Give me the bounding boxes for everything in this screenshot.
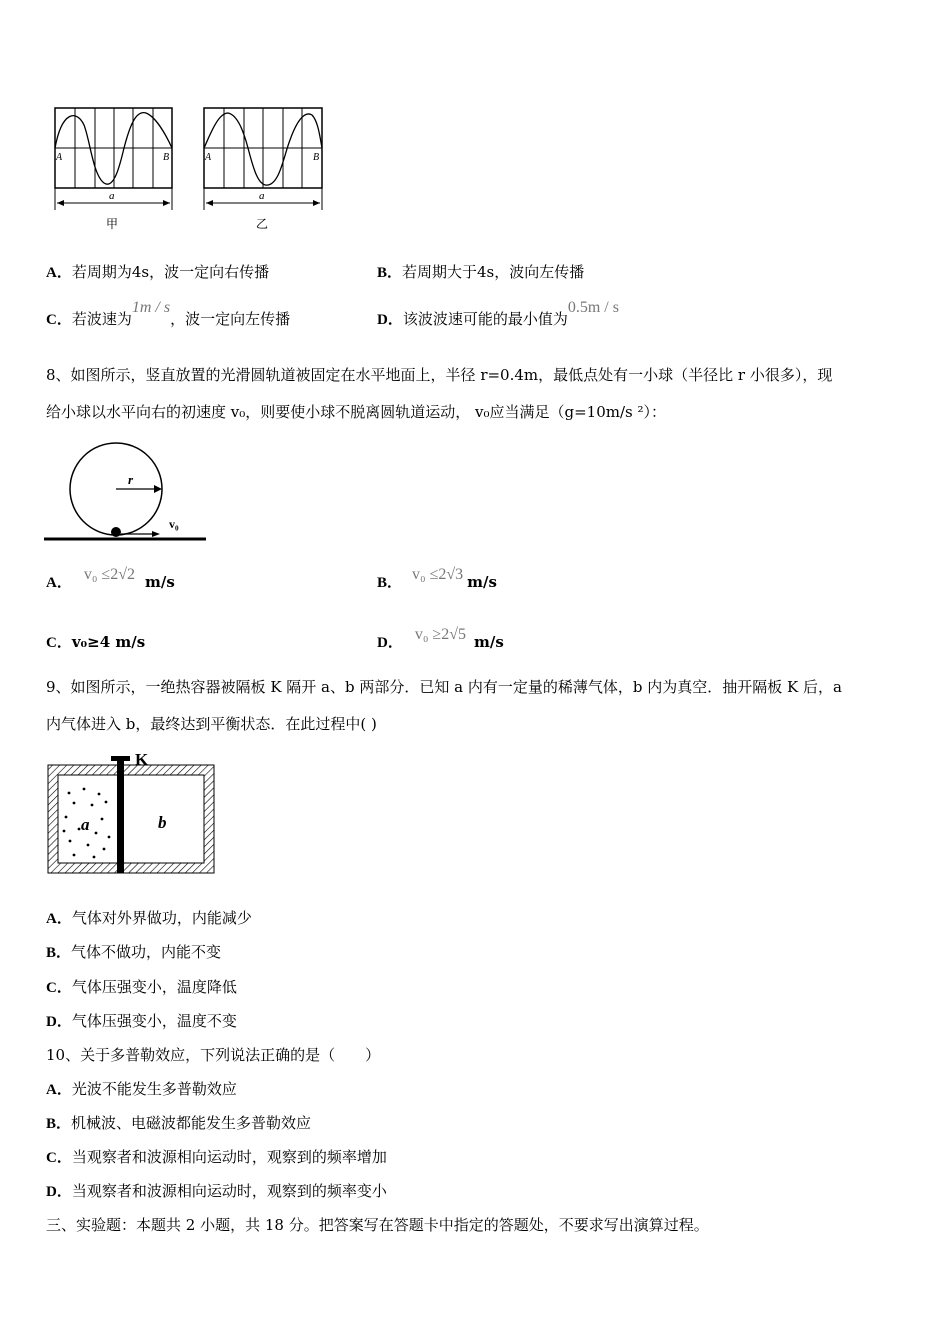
point-b-label: B [163, 152, 170, 163]
q9-option [46, 907, 252, 928]
q9-stem-line1: 9、如图所示，一绝热容器被隔板 K 隔开 a、b 两部分．已知 a 内有一定量的稀薄气体，b 内为真空．抽开隔板 K 后，a [46, 678, 842, 696]
speed-condition: v₀ ≥2√5 [414, 626, 466, 643]
caption-right: 乙 [256, 217, 269, 231]
circle-track-figure [44, 442, 209, 544]
a-label: a [81, 815, 90, 834]
wave-panel-right [204, 108, 322, 231]
option-text: ，波一定向左传播 [170, 310, 291, 328]
q9-option [46, 941, 221, 962]
option-text: 光波不能发生多普勒效应 [71, 1080, 237, 1098]
q8-stem-line2: 给小球以水平向右的初速度 v₀，则要使小球不脱离圆轨道运动， v₀应当满足（g=10m/s ²）： [46, 403, 667, 421]
q10-option [46, 1112, 311, 1133]
option-text: 气体不做功，内能不变 [71, 943, 222, 961]
q8-option-d [377, 626, 504, 652]
option-label: A． [46, 911, 72, 927]
option-label: C． [46, 635, 72, 651]
wave-figure [48, 105, 333, 235]
speed-value: 1m / s [131, 299, 171, 316]
speed-condition: v₀ ≤2√3 [412, 566, 464, 583]
option-text: 当观察者和波源相向运动时，观察到的频率增加 [71, 1148, 387, 1166]
option-label: C． [46, 980, 72, 996]
q8-option-b [377, 566, 497, 592]
option-text: 若周期为4s，波一定向右传播 [71, 263, 270, 281]
q8-option-c [46, 631, 145, 652]
point-b-label: B [313, 152, 320, 163]
wave-panel-left [55, 108, 172, 231]
b-label: b [158, 813, 167, 832]
q7-option-b [377, 261, 584, 282]
q7-option-c [46, 299, 291, 329]
q8-stem-line1: 8、如图所示，竖直放置的光滑圆轨道被固定在水平地面上，半径 r=0.4m，最低点处有一小球（半径比 r 小很多），现 [46, 366, 833, 384]
caption-left: 甲 [106, 217, 119, 231]
point-a-label: A [56, 152, 63, 163]
speed-condition: v₀ ≤2√2 [83, 566, 135, 583]
option-text: v₀≥4 m/s [71, 633, 146, 651]
q7-option-d [377, 299, 619, 329]
option-label: C． [46, 1150, 72, 1166]
ball [111, 527, 121, 537]
option-label: B． [46, 945, 72, 961]
option-text: 气体压强变小，温度不变 [71, 1012, 237, 1030]
q10-option [46, 1078, 237, 1099]
q7-option-a [46, 261, 269, 282]
option-label: B． [377, 575, 403, 591]
speed-value: 0.5m / s [567, 299, 619, 316]
width-label-right: a [259, 190, 265, 202]
option-text: 若波速为 [71, 310, 132, 328]
q10-stem: 10、关于多普勒效应，下列说法正确的是（ ） [46, 1046, 381, 1064]
width-label-left: a [109, 190, 115, 202]
option-label: B． [377, 265, 403, 281]
q8-option-a [46, 566, 175, 592]
option-text: 若周期大于4s，波向左传播 [402, 263, 585, 281]
q10-option [46, 1180, 387, 1201]
unit: m/s [467, 573, 497, 591]
option-text: 机械波、电磁波都能发生多普勒效应 [71, 1114, 312, 1132]
partition-k [117, 759, 124, 873]
option-text: 气体压强变小，温度降低 [71, 978, 237, 996]
option-label: D． [46, 1014, 72, 1030]
q9-stem-line2: 内气体进入 b，最终达到平衡状态．在此过程中( ) [46, 715, 377, 733]
option-text: 当观察者和波源相向运动时，观察到的频率变小 [71, 1182, 387, 1200]
container-figure [44, 745, 219, 880]
q9-option [46, 1010, 237, 1031]
option-label: B． [46, 1116, 72, 1132]
point-a-label: A [205, 152, 212, 163]
option-label: D． [377, 312, 403, 328]
option-label: A． [46, 1082, 72, 1098]
q10-option [46, 1146, 387, 1167]
radius-label: r [128, 472, 134, 487]
unit: m/s [144, 573, 175, 591]
option-label: D． [377, 635, 403, 651]
option-label: D． [46, 1184, 72, 1200]
unit: m/s [473, 633, 504, 651]
option-text: 气体对外界做功，内能减少 [71, 909, 252, 927]
option-label: A． [46, 265, 72, 281]
velocity-label: v₀ [169, 517, 179, 531]
section-heading: 三、实验题：本题共 2 小题，共 18 分。把答案写在答题卡中指定的答题处，不要求写出演算过程。 [46, 1216, 709, 1234]
option-text: 该波波速可能的最小值为 [402, 310, 568, 328]
option-label: A． [46, 575, 72, 591]
k-label: K [135, 750, 149, 769]
q9-option [46, 976, 237, 997]
option-label: C． [46, 312, 72, 328]
